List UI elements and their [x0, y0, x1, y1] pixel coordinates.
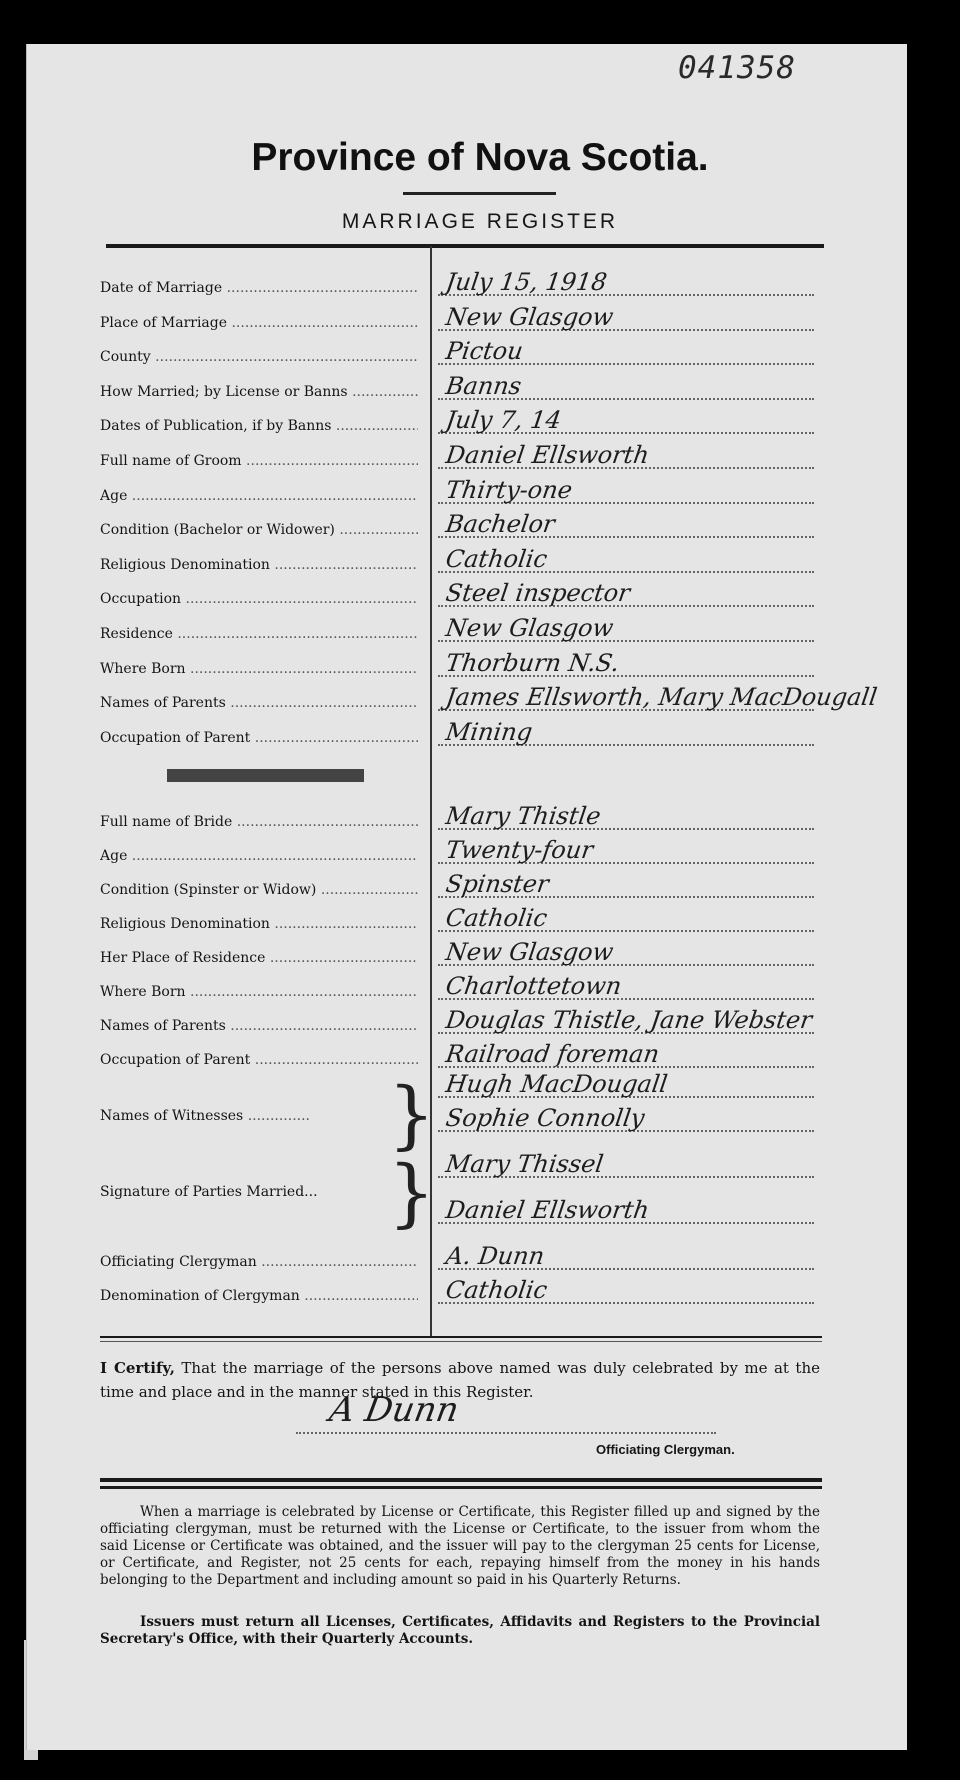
clergy-field-row — [0, 1276, 880, 1306]
groom-field-row — [0, 303, 880, 333]
field-value: Catholic — [444, 1276, 549, 1304]
certify-top-rule-1 — [100, 1336, 822, 1338]
certify-lead: I Certify, — [100, 1359, 175, 1377]
witnesses-label-text: Names of Witnesses ..... — [100, 1108, 310, 1124]
section-divider-bar — [167, 769, 364, 782]
top-rule — [106, 244, 824, 248]
groom-field-row — [0, 406, 880, 436]
field-value: James Ellsworth, Mary MacDougall — [444, 683, 879, 712]
field-label: Where Born ..... — [100, 659, 418, 679]
field-value: Pictou — [444, 337, 525, 366]
notes-paragraph-1: When a marriage is celebrated by License or Certificate, this Register filled up and signed by the officiating clergyman, must be returned with the License or Certificate, to the issuer from whom the said License or Certificate was obtained, and the issuer will pay to the clergyman 25 cents for License, or Certificate, and Register, not 25 cents for each, repaying himself from the money in his hands belonging to the Department and including amount so paid in his Quarterly Returns. — [100, 1504, 820, 1588]
page-subtitle: MARRIAGE REGISTER — [341, 210, 619, 233]
groom-field-row — [0, 268, 880, 298]
groom-field-row — [0, 545, 880, 575]
certify-top-rule-2 — [100, 1341, 822, 1342]
field-value: July 7, 14 — [444, 406, 563, 435]
field-value: New Glasgow — [444, 614, 616, 642]
field-value: Railroad foreman — [444, 1040, 662, 1068]
groom-field-row — [0, 372, 880, 402]
field-label: Occupation of Parent ..... — [100, 728, 418, 748]
field-label: Condition (Bachelor or Widower) ..... — [100, 520, 418, 540]
bride-field-row — [0, 870, 880, 900]
field-value: Mining — [444, 717, 535, 746]
party-2: Daniel Ellsworth — [444, 1196, 651, 1224]
party-1: Mary Thissel — [444, 1150, 606, 1178]
notes-paragraph-2: Issuers must return all Licenses, Certificates, Affidavits and Registers to the Provincial Secretary's Office, with their Quarterly Accounts. — [100, 1614, 820, 1647]
groom-field-row — [0, 614, 880, 644]
field-value: Catholic — [444, 544, 549, 573]
field-label: Dates of Publication, if by Banns ..... — [100, 416, 418, 436]
field-label: Names of Parents ..... — [100, 693, 418, 713]
field-value: New Glasgow — [444, 938, 616, 966]
parties-label-text: Signature of Parties Married... — [100, 1184, 318, 1200]
field-value: Catholic — [444, 904, 549, 932]
parties-brace: } — [388, 1150, 436, 1236]
witness-2: Sophie Connolly — [444, 1104, 647, 1132]
certify-text: That the marriage of the persons above named was duly celebrated by me at the time and place and in the manner stated in this Register. — [100, 1359, 820, 1401]
clergy-field-row — [0, 1242, 880, 1272]
field-label: Names of Parents ..... — [100, 1016, 418, 1036]
field-value: Bachelor — [444, 510, 557, 539]
bride-field-row — [0, 1006, 880, 1036]
field-label: Occupation ..... — [100, 589, 418, 609]
field-label: Religious Denomination ..... — [100, 555, 418, 575]
groom-field-row — [0, 337, 880, 367]
field-label: Her Place of Residence ..... — [100, 948, 418, 968]
field-value: A. Dunn — [444, 1242, 547, 1270]
field-value: Daniel Ellsworth — [444, 441, 651, 469]
field-label: Date of Marriage ..... — [100, 278, 418, 298]
party-row-1 — [0, 1150, 880, 1180]
field-label: Age ..... — [100, 486, 418, 506]
field-value: Spinster — [444, 870, 551, 898]
field-label: Religious Denomination ..... — [100, 914, 418, 934]
bride-field-row — [0, 836, 880, 866]
field-label: Age ..... — [100, 846, 418, 866]
field-value: Mary Thistle — [444, 802, 603, 830]
field-value: Thirty-one — [444, 475, 575, 504]
witness-row-2 — [0, 1104, 880, 1134]
bride-field-row — [0, 938, 880, 968]
field-label: County ..... — [100, 347, 418, 367]
field-value: Douglas Thistle, Jane Webster — [444, 1006, 814, 1034]
title-rule — [403, 192, 556, 195]
field-value: Charlottetown — [444, 972, 624, 1000]
field-value: New Glasgow — [444, 302, 616, 331]
field-value: Banns — [444, 371, 524, 400]
field-label: Place of Marriage ..... — [100, 313, 418, 333]
bride-field-row — [0, 802, 880, 832]
field-value: July 15, 1918 — [444, 268, 609, 296]
groom-field-row — [0, 683, 880, 713]
witnesses-brace: } — [388, 1072, 436, 1158]
page-title: Province of Nova Scotia. — [251, 136, 709, 179]
party-row-2 — [0, 1196, 880, 1226]
field-label: Full name of Bride ..... — [100, 812, 418, 832]
groom-field-row — [0, 718, 880, 748]
field-label: Denomination of Clergyman ..... — [100, 1286, 418, 1306]
field-label: Where Born ..... — [100, 982, 418, 1002]
field-label: Officiating Clergyman ..... — [100, 1252, 418, 1272]
signature-caption: Officiating Clergyman. — [596, 1442, 735, 1457]
groom-field-row — [0, 441, 880, 471]
field-value: Steel inspector — [444, 579, 632, 608]
field-value: Thorburn N.S. — [444, 648, 622, 677]
groom-field-row — [0, 649, 880, 679]
notes-rule-2 — [100, 1486, 822, 1489]
field-label: Residence ..... — [100, 624, 418, 644]
bride-field-row — [0, 904, 880, 934]
groom-field-row — [0, 476, 880, 506]
field-label: Full name of Groom ..... — [100, 451, 418, 471]
clergy-signature: A Dunn — [326, 1390, 462, 1430]
groom-field-row — [0, 510, 880, 540]
field-label: Occupation of Parent ..... — [100, 1050, 418, 1070]
field-value: Twenty-four — [444, 836, 595, 864]
notes-rule-1 — [100, 1478, 822, 1482]
field-label: How Married; by License or Banns ..... — [100, 382, 418, 402]
register-number: 041358 — [678, 50, 796, 86]
field-label: Condition (Spinster or Widow) ..... — [100, 880, 418, 900]
bride-field-row — [0, 1040, 880, 1070]
groom-field-row — [0, 579, 880, 609]
bride-field-row — [0, 972, 880, 1002]
witness-1: Hugh MacDougall — [444, 1070, 670, 1098]
witness-row-1 — [0, 1070, 880, 1100]
signature-line — [296, 1432, 716, 1434]
